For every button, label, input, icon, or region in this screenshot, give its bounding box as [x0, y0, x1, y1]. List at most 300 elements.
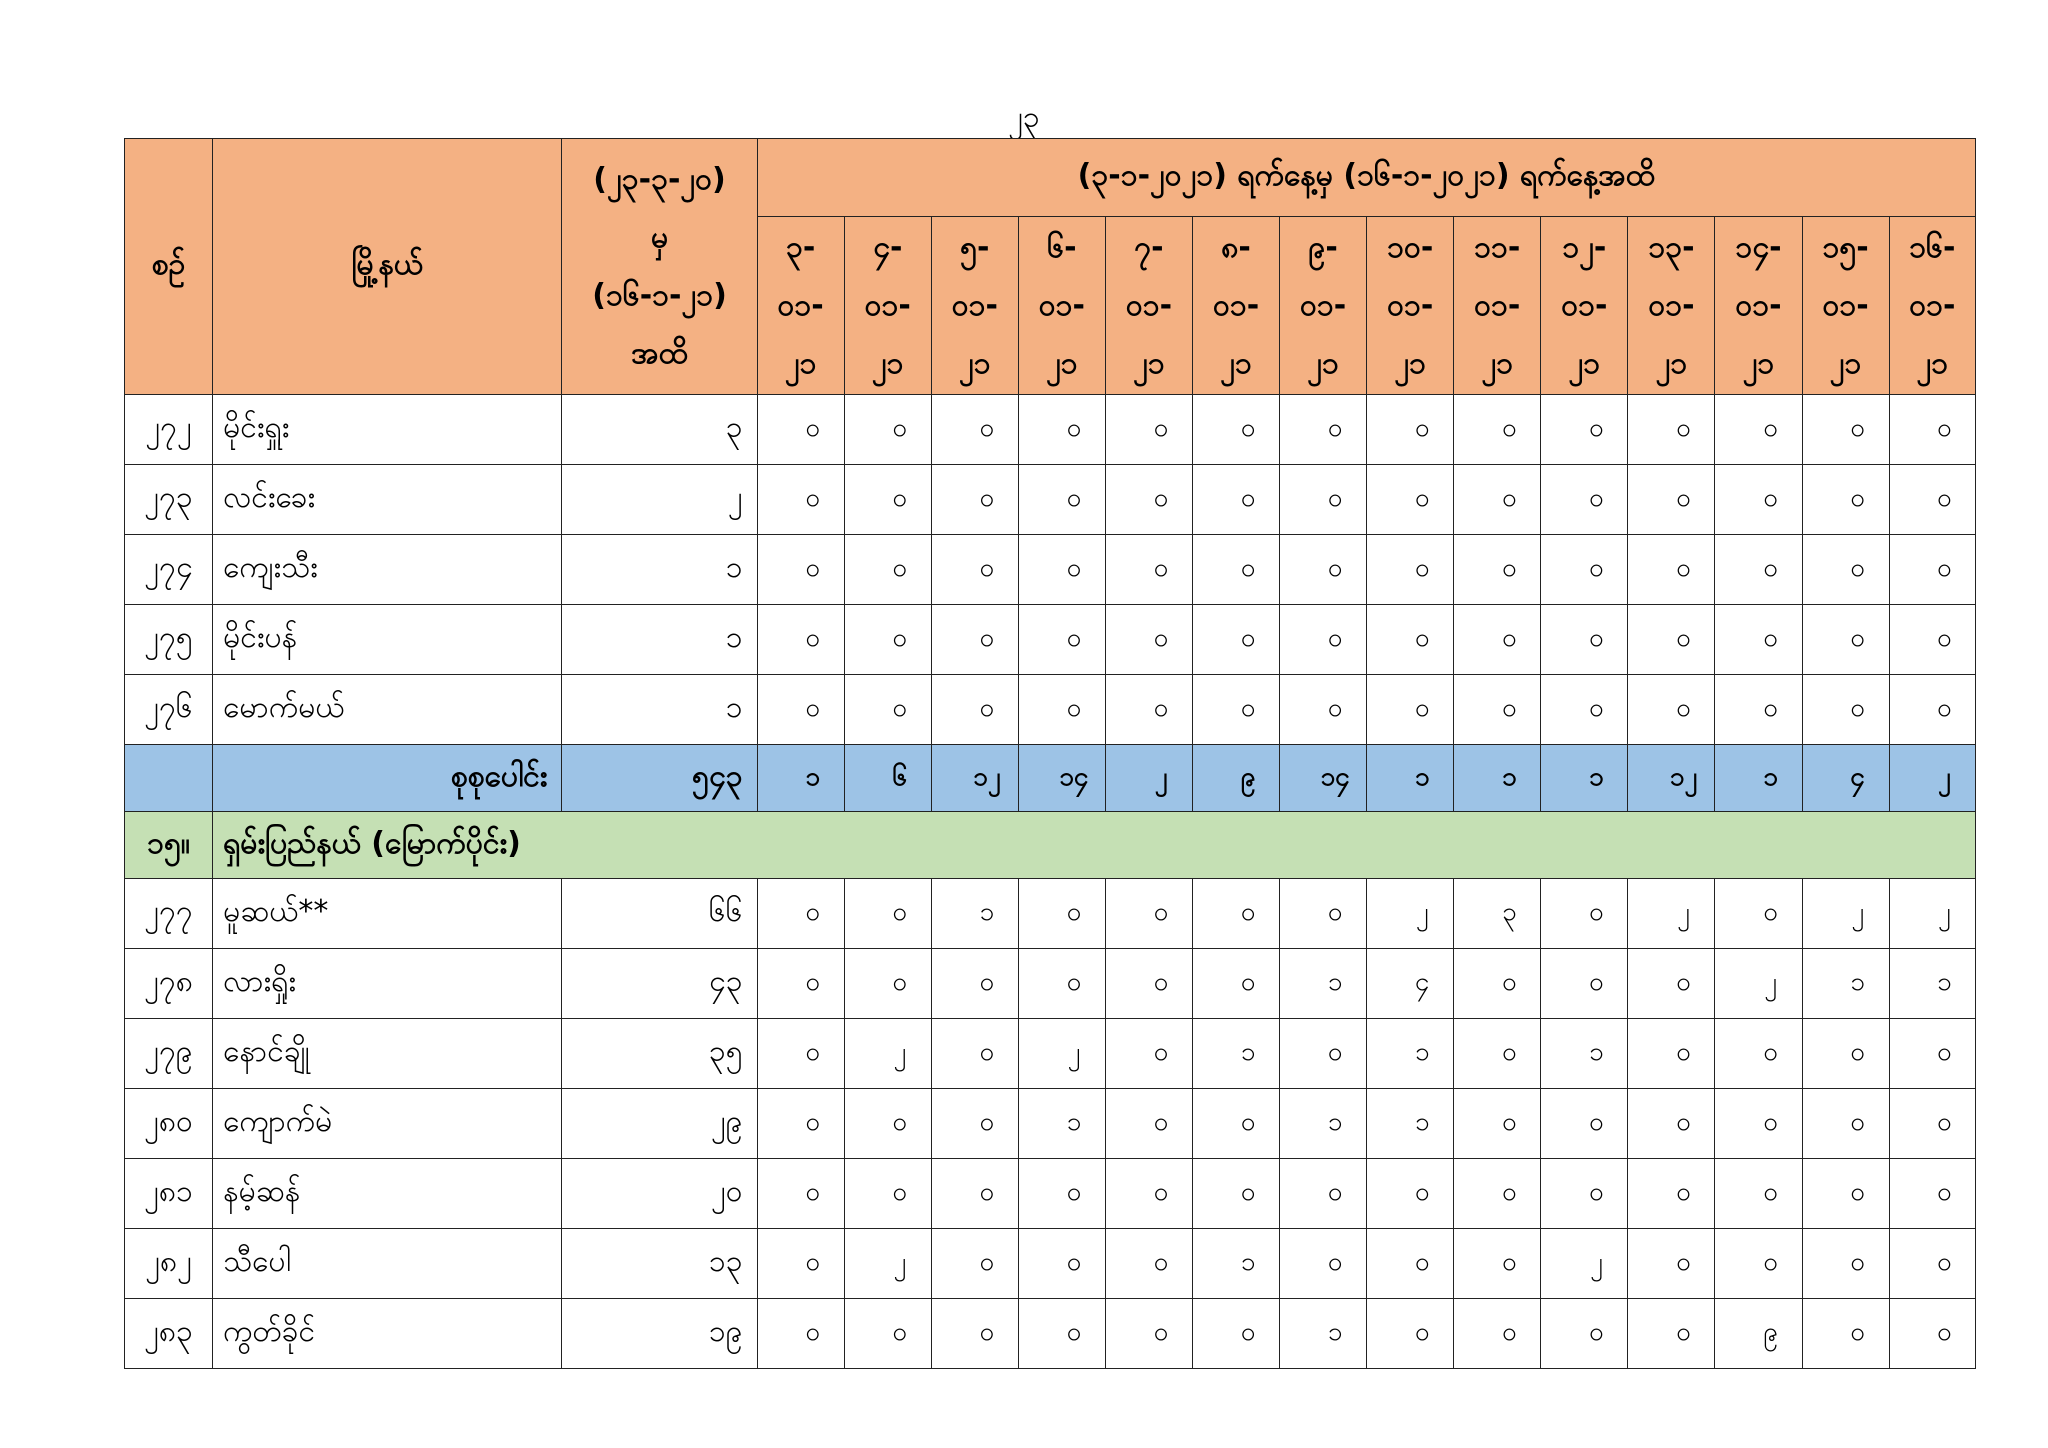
township-name: နောင်ချို: [213, 1019, 562, 1089]
township-name: ကွတ်ခိုင်: [213, 1299, 562, 1369]
daily-count: ၀: [1802, 1159, 1889, 1229]
daily-count: ၀: [1889, 605, 1975, 675]
daily-count: ၀: [1018, 675, 1105, 745]
daily-count: ၀: [844, 675, 931, 745]
date-header-part: ၂၁: [1220, 345, 1252, 381]
daily-count: ၀: [1802, 1019, 1889, 1089]
daily-count: ၀: [844, 395, 931, 465]
daily-count: ၀: [1454, 1299, 1541, 1369]
date-header-part: ၅-: [960, 229, 990, 265]
daily-count: ၀: [1367, 535, 1454, 605]
daily-count: ၂: [844, 1229, 931, 1299]
date-header-part: ၀၁-: [1822, 287, 1869, 323]
daily-count: ၀: [1018, 1159, 1105, 1229]
daily-count: ၀: [1454, 1159, 1541, 1229]
daily-count: ၁: [1802, 949, 1889, 1019]
table-body: [125, 395, 1976, 1369]
daily-count: ၀: [1628, 535, 1715, 605]
date-header-part: ၂၁: [784, 345, 817, 381]
daily-count: ၀: [1105, 1159, 1192, 1229]
daily-count: ၀: [1541, 949, 1628, 1019]
daily-count: ၂: [1541, 1229, 1628, 1299]
daily-count: ၁: [1367, 1089, 1454, 1159]
daily-count: ၀: [1715, 395, 1802, 465]
covid-cases-table: [124, 138, 1976, 1369]
table-row: [125, 949, 1976, 1019]
daily-count: ၀: [1280, 465, 1367, 535]
date-header-part: ၁၁-: [1474, 229, 1521, 265]
daily-count: ၀: [1715, 1159, 1802, 1229]
daily-count: ၀: [931, 675, 1018, 745]
daily-count: ၀: [1802, 1229, 1889, 1299]
daily-count: ၀: [1280, 535, 1367, 605]
daily-count: ၀: [1193, 879, 1280, 949]
daily-count: ၀: [931, 605, 1018, 675]
section-title: ရှမ်းပြည်နယ် (မြောက်ပိုင်း): [213, 812, 1976, 879]
date-header-part: ၁၆-: [1909, 229, 1956, 265]
daily-count: ၀: [1193, 675, 1280, 745]
date-header-cell: [1541, 217, 1628, 395]
daily-count: ၀: [1628, 395, 1715, 465]
date-header-part: ၀၁-: [1038, 287, 1085, 323]
row-number: ၂၈၀: [125, 1089, 213, 1159]
daily-count: ၀: [1889, 1019, 1975, 1089]
daily-count: ၀: [1105, 605, 1192, 675]
daily-count: ၀: [844, 949, 931, 1019]
daily-count: ၀: [844, 535, 931, 605]
daily-count: ၀: [844, 605, 931, 675]
date-header-part: ၂၁: [958, 345, 991, 381]
cumulative-total: ၄၃: [562, 949, 757, 1019]
row-number: ၂၈၃: [125, 1299, 213, 1369]
total-daily-count: ၉: [1193, 745, 1280, 812]
daily-count: ၀: [1018, 605, 1105, 675]
daily-count: ၀: [1802, 675, 1889, 745]
date-header-part: ၀၁-: [1300, 287, 1347, 323]
row-number: ၂၇၈: [125, 949, 213, 1019]
daily-count: ၀: [1802, 1089, 1889, 1159]
daily-count: ၀: [1193, 535, 1280, 605]
total-daily-count: ၁၂: [1628, 745, 1715, 812]
daily-count: ၀: [1018, 1299, 1105, 1369]
daily-count: ၀: [1454, 1229, 1541, 1299]
date-header-cell: [1889, 217, 1975, 395]
daily-count: ၀: [1105, 535, 1192, 605]
township-name: သီပေါ: [213, 1229, 562, 1299]
daily-count: ၀: [757, 395, 844, 465]
grand-total: ၅၄၃: [562, 745, 757, 812]
header-period-line4: အထိ: [631, 335, 688, 371]
daily-count: ၀: [931, 1089, 1018, 1159]
daily-count: ၀: [844, 465, 931, 535]
table-row: [125, 1159, 1976, 1229]
daily-count: ၀: [757, 535, 844, 605]
daily-count: ၀: [1367, 675, 1454, 745]
daily-count: ၀: [1105, 1019, 1192, 1089]
daily-count: ၀: [1889, 465, 1975, 535]
date-header-cell: [1715, 217, 1802, 395]
daily-count: ၁: [1280, 949, 1367, 1019]
daily-count: ၀: [757, 1019, 844, 1089]
daily-count: ၂: [1367, 879, 1454, 949]
daily-count: ၀: [1628, 1159, 1715, 1229]
cumulative-total: ၁: [562, 605, 757, 675]
date-header-part: ၂၁: [1655, 345, 1688, 381]
daily-count: ၀: [1715, 605, 1802, 675]
daily-count: ၀: [1367, 465, 1454, 535]
page-number: ၂၃: [1008, 100, 1040, 135]
daily-count: ၀: [1367, 395, 1454, 465]
cumulative-total: ၂: [562, 465, 757, 535]
table-row: [125, 1299, 1976, 1369]
township-name: နမ့်ဆန်: [213, 1159, 562, 1229]
daily-count: ၀: [931, 1019, 1018, 1089]
daily-count: ၄: [1367, 949, 1454, 1019]
date-header-part: ၂၁: [1742, 345, 1775, 381]
township-name: ကျေးသီး: [213, 535, 562, 605]
total-daily-count: ၂: [1105, 745, 1192, 812]
daily-count: ၀: [1018, 395, 1105, 465]
daily-count: ၀: [1280, 879, 1367, 949]
daily-count: ၀: [1802, 1299, 1889, 1369]
daily-count: ၀: [757, 1089, 844, 1159]
daily-count: ၀: [1193, 605, 1280, 675]
daily-count: ၂: [844, 1019, 931, 1089]
date-header-part: ၀၁-: [1909, 287, 1956, 323]
daily-count: ၀: [1628, 605, 1715, 675]
daily-count: ၀: [1715, 879, 1802, 949]
table-header: [125, 139, 1976, 395]
daily-count: ၀: [1454, 1019, 1541, 1089]
date-header-cell: [1193, 217, 1280, 395]
date-header-part: ၀၁-: [1387, 287, 1434, 323]
daily-count: ၀: [1280, 1019, 1367, 1089]
date-header-part: ၉-: [1308, 229, 1338, 265]
daily-count: ၀: [844, 1089, 931, 1159]
section-number: ၁၅။: [125, 812, 213, 879]
daily-count: ၁: [1367, 1019, 1454, 1089]
daily-count: ၀: [844, 1299, 931, 1369]
date-header-part: ၁၂-: [1562, 229, 1607, 265]
total-row-blank: [125, 745, 213, 812]
daily-count: ၀: [931, 1229, 1018, 1299]
row-number: ၂၇၄: [125, 535, 213, 605]
header-period: [562, 139, 757, 395]
date-header-part: ၃-: [785, 229, 816, 265]
daily-count: ၂: [1018, 1019, 1105, 1089]
header-date-range: (၃-၁-၂၀၂၁) ရက်နေ့မှ (၁၆-၁-၂၀၂၁) ရက်နေ့အထိ: [757, 139, 1975, 217]
total-daily-count: ၁၂: [931, 745, 1018, 812]
daily-count: ၀: [1105, 1089, 1192, 1159]
daily-count: ၀: [1193, 395, 1280, 465]
daily-count: ၃: [1454, 879, 1541, 949]
row-number: ၂၇၂: [125, 395, 213, 465]
table-row: [125, 465, 1976, 535]
date-header-part: ၂၁: [1133, 345, 1165, 381]
daily-count: ၀: [931, 465, 1018, 535]
date-header-part: ၈-: [1221, 229, 1251, 265]
date-header-part: ၀၁-: [1561, 287, 1608, 323]
total-daily-count: ၁: [1454, 745, 1541, 812]
daily-count: ၀: [757, 1299, 844, 1369]
total-daily-count: ၂: [1889, 745, 1975, 812]
daily-count: ၀: [1802, 605, 1889, 675]
total-daily-count: ၆: [844, 745, 931, 812]
daily-count: ၀: [757, 465, 844, 535]
daily-count: ၀: [931, 949, 1018, 1019]
daily-count: ၀: [931, 395, 1018, 465]
daily-count: ၀: [1018, 879, 1105, 949]
daily-count: ၀: [1193, 1299, 1280, 1369]
daily-count: ၀: [1715, 465, 1802, 535]
daily-count: ၀: [1367, 605, 1454, 675]
township-name: မောက်မယ်: [213, 675, 562, 745]
date-header-part: ၀၁-: [1212, 287, 1260, 323]
daily-count: ၀: [1367, 1299, 1454, 1369]
daily-count: ၀: [1802, 535, 1889, 605]
row-number: ၂၈၂: [125, 1229, 213, 1299]
date-header-part: ၂၁: [1916, 345, 1949, 381]
total-daily-count: ၁: [757, 745, 844, 812]
daily-count: ၀: [1628, 1019, 1715, 1089]
date-header-cell: [1018, 217, 1105, 395]
daily-count: ၂: [1715, 949, 1802, 1019]
daily-count: ၀: [1715, 1019, 1802, 1089]
date-header-part: ၂၁: [1307, 345, 1339, 381]
row-number: ၂၇၉: [125, 1019, 213, 1089]
row-number: ၂၈၁: [125, 1159, 213, 1229]
cumulative-total: ၃၅: [562, 1019, 757, 1089]
daily-count: ၀: [1541, 1089, 1628, 1159]
daily-count: ၀: [1105, 395, 1192, 465]
daily-count: ၀: [1628, 1299, 1715, 1369]
header-township: မြို့နယ်: [213, 139, 562, 395]
date-header-part: ၀၁-: [1474, 287, 1521, 323]
daily-count: ၀: [757, 675, 844, 745]
date-header-part: ၂၁: [1481, 345, 1514, 381]
daily-count: ၂: [1889, 879, 1975, 949]
daily-count: ၀: [1018, 465, 1105, 535]
daily-count: ၀: [1889, 1159, 1975, 1229]
daily-count: ၀: [931, 1159, 1018, 1229]
table-row: [125, 675, 1976, 745]
daily-count: ၀: [1454, 675, 1541, 745]
township-name: ကျောက်မဲ: [213, 1089, 562, 1159]
daily-count: ၀: [1541, 535, 1628, 605]
cumulative-total: ၁၉: [562, 1299, 757, 1369]
date-header-cell: [1367, 217, 1454, 395]
date-header-cell: [757, 217, 844, 395]
date-header-part: ၀၁-: [951, 287, 998, 323]
township-name: မိုင်းပန်: [213, 605, 562, 675]
daily-count: ၀: [1541, 1159, 1628, 1229]
daily-count: ၀: [1105, 1229, 1192, 1299]
daily-count: ၁: [1541, 1019, 1628, 1089]
daily-count: ၀: [1541, 605, 1628, 675]
daily-count: ၂: [1628, 879, 1715, 949]
table-row: [125, 535, 1976, 605]
total-daily-count: ၁: [1541, 745, 1628, 812]
daily-count: ၀: [1889, 675, 1975, 745]
daily-count: ၀: [1018, 949, 1105, 1019]
daily-count: ၀: [1280, 395, 1367, 465]
daily-count: ၀: [1628, 1229, 1715, 1299]
header-period-line2: မှ: [650, 219, 669, 255]
date-header-part: ၂၁: [1394, 345, 1426, 381]
daily-count: ၀: [1715, 535, 1802, 605]
daily-count: ၀: [931, 535, 1018, 605]
daily-count: ၀: [1715, 1229, 1802, 1299]
daily-count: ၀: [1193, 1089, 1280, 1159]
daily-count: ၀: [1628, 675, 1715, 745]
daily-count: ၀: [757, 949, 844, 1019]
date-header-part: ၂၁: [1568, 345, 1601, 381]
date-header-cell: [1628, 217, 1715, 395]
daily-count: ၉: [1715, 1299, 1802, 1369]
daily-count: ၀: [1454, 535, 1541, 605]
table-row: [125, 1089, 1976, 1159]
cumulative-total: ၂၉: [562, 1089, 757, 1159]
daily-count: ၁: [1889, 949, 1975, 1019]
daily-count: ၀: [1454, 1089, 1541, 1159]
total-label: စုစုပေါင်း: [213, 745, 562, 812]
daily-count: ၀: [1105, 675, 1192, 745]
daily-count: ၀: [1280, 605, 1367, 675]
date-header-part: ၂၁: [871, 345, 904, 381]
date-header-part: ၀၁-: [777, 287, 824, 323]
daily-count: ၀: [1018, 535, 1105, 605]
date-header-cell: [1105, 217, 1192, 395]
daily-count: ၀: [1628, 949, 1715, 1019]
daily-count: ၀: [1280, 1159, 1367, 1229]
header-period-line1: (၂၃-၃-၂၀): [593, 161, 726, 197]
total-daily-count: ၁: [1715, 745, 1802, 812]
row-number: ၂၇၇: [125, 879, 213, 949]
daily-count: ၀: [1541, 1299, 1628, 1369]
table-row: [125, 879, 1976, 949]
daily-count: ၀: [1889, 535, 1975, 605]
daily-count: ၁: [1193, 1229, 1280, 1299]
daily-count: ၀: [1889, 1299, 1975, 1369]
daily-count: ၀: [1367, 1159, 1454, 1229]
date-header-part: ၁၀-: [1387, 229, 1434, 265]
township-name: လားရှိုး: [213, 949, 562, 1019]
header-no: စဉ်: [125, 139, 213, 395]
date-header-part: ၁၃-: [1648, 229, 1695, 265]
cumulative-total: ၁၃: [562, 1229, 757, 1299]
date-header-cell: [844, 217, 931, 395]
daily-count: ၁: [1193, 1019, 1280, 1089]
date-header-cell: [1802, 217, 1889, 395]
table-row: [125, 395, 1976, 465]
daily-count: ၀: [1280, 1229, 1367, 1299]
date-header-cell: [1280, 217, 1367, 395]
daily-count: ၀: [1628, 465, 1715, 535]
date-header-part: ၀၁-: [1735, 287, 1782, 323]
cumulative-total: ၂၀: [562, 1159, 757, 1229]
section-header-row: [125, 812, 1976, 879]
daily-count: ၀: [757, 605, 844, 675]
daily-count: ၀: [1105, 949, 1192, 1019]
date-header-part: ၇-: [1134, 229, 1164, 265]
daily-count: ၀: [844, 879, 931, 949]
daily-count: ၁: [1280, 1299, 1367, 1369]
daily-count: ၀: [1367, 1229, 1454, 1299]
date-header-part: ၂၁: [1829, 345, 1862, 381]
date-header-part: ၄-: [873, 229, 903, 265]
table-row: [125, 605, 1976, 675]
daily-count: ၀: [1541, 675, 1628, 745]
total-row: [125, 745, 1976, 812]
daily-count: ၀: [1193, 1159, 1280, 1229]
total-daily-count: ၁၄: [1018, 745, 1105, 812]
date-header-part: ၆-: [1047, 229, 1077, 265]
daily-count: ၀: [1889, 395, 1975, 465]
daily-count: ၁: [1280, 1089, 1367, 1159]
daily-count: ၀: [844, 1159, 931, 1229]
daily-count: ၀: [1715, 675, 1802, 745]
daily-count: ၀: [1105, 465, 1192, 535]
date-header-part: ၀၁-: [864, 287, 911, 323]
daily-count: ၀: [1541, 465, 1628, 535]
daily-count: ၀: [1802, 395, 1889, 465]
date-header-cell: [931, 217, 1018, 395]
daily-count: ၀: [1889, 1229, 1975, 1299]
daily-count: ၀: [1541, 879, 1628, 949]
daily-count: ၀: [1105, 879, 1192, 949]
daily-count: ၀: [1105, 1299, 1192, 1369]
total-daily-count: ၁: [1367, 745, 1454, 812]
daily-count: ၀: [931, 1299, 1018, 1369]
table-row: [125, 1019, 1976, 1089]
daily-count: ၀: [1889, 1089, 1975, 1159]
cumulative-total: ၃: [562, 395, 757, 465]
cumulative-total: ၁: [562, 675, 757, 745]
daily-count: ၀: [1454, 605, 1541, 675]
township-name: မိုင်းရှူး: [213, 395, 562, 465]
daily-count: ၁: [1018, 1089, 1105, 1159]
daily-count: ၂: [1802, 879, 1889, 949]
daily-count: ၀: [757, 879, 844, 949]
date-header-cell: [1454, 217, 1541, 395]
row-number: ၂၇၆: [125, 675, 213, 745]
daily-count: ၀: [757, 1159, 844, 1229]
daily-count: ၀: [1193, 949, 1280, 1019]
date-header-part: ၀၁-: [1648, 287, 1695, 323]
table-row: [125, 1229, 1976, 1299]
township-name: လင်းခေး: [213, 465, 562, 535]
daily-count: ၀: [1454, 395, 1541, 465]
cumulative-total: ၆၆: [562, 879, 757, 949]
daily-count: ၀: [1280, 675, 1367, 745]
total-daily-count: ၁၄: [1280, 745, 1367, 812]
date-header-part: ၁၄-: [1735, 229, 1782, 265]
daily-count: ၀: [1715, 1089, 1802, 1159]
date-header-part: ၂၁: [1046, 345, 1078, 381]
daily-count: ၀: [1454, 949, 1541, 1019]
date-header-part: ၁၅-: [1822, 229, 1869, 265]
daily-count: ၀: [757, 1229, 844, 1299]
header-period-line3: (၁၆-၁-၂၁): [592, 277, 727, 313]
row-number: ၂၇၃: [125, 465, 213, 535]
daily-count: ၁: [931, 879, 1018, 949]
daily-count: ၀: [1802, 465, 1889, 535]
date-header-part: ၀၁-: [1125, 287, 1173, 323]
township-name: မူဆယ်**: [213, 879, 562, 949]
daily-count: ၀: [1018, 1229, 1105, 1299]
daily-count: ၀: [1628, 1089, 1715, 1159]
row-number: ၂၇၅: [125, 605, 213, 675]
